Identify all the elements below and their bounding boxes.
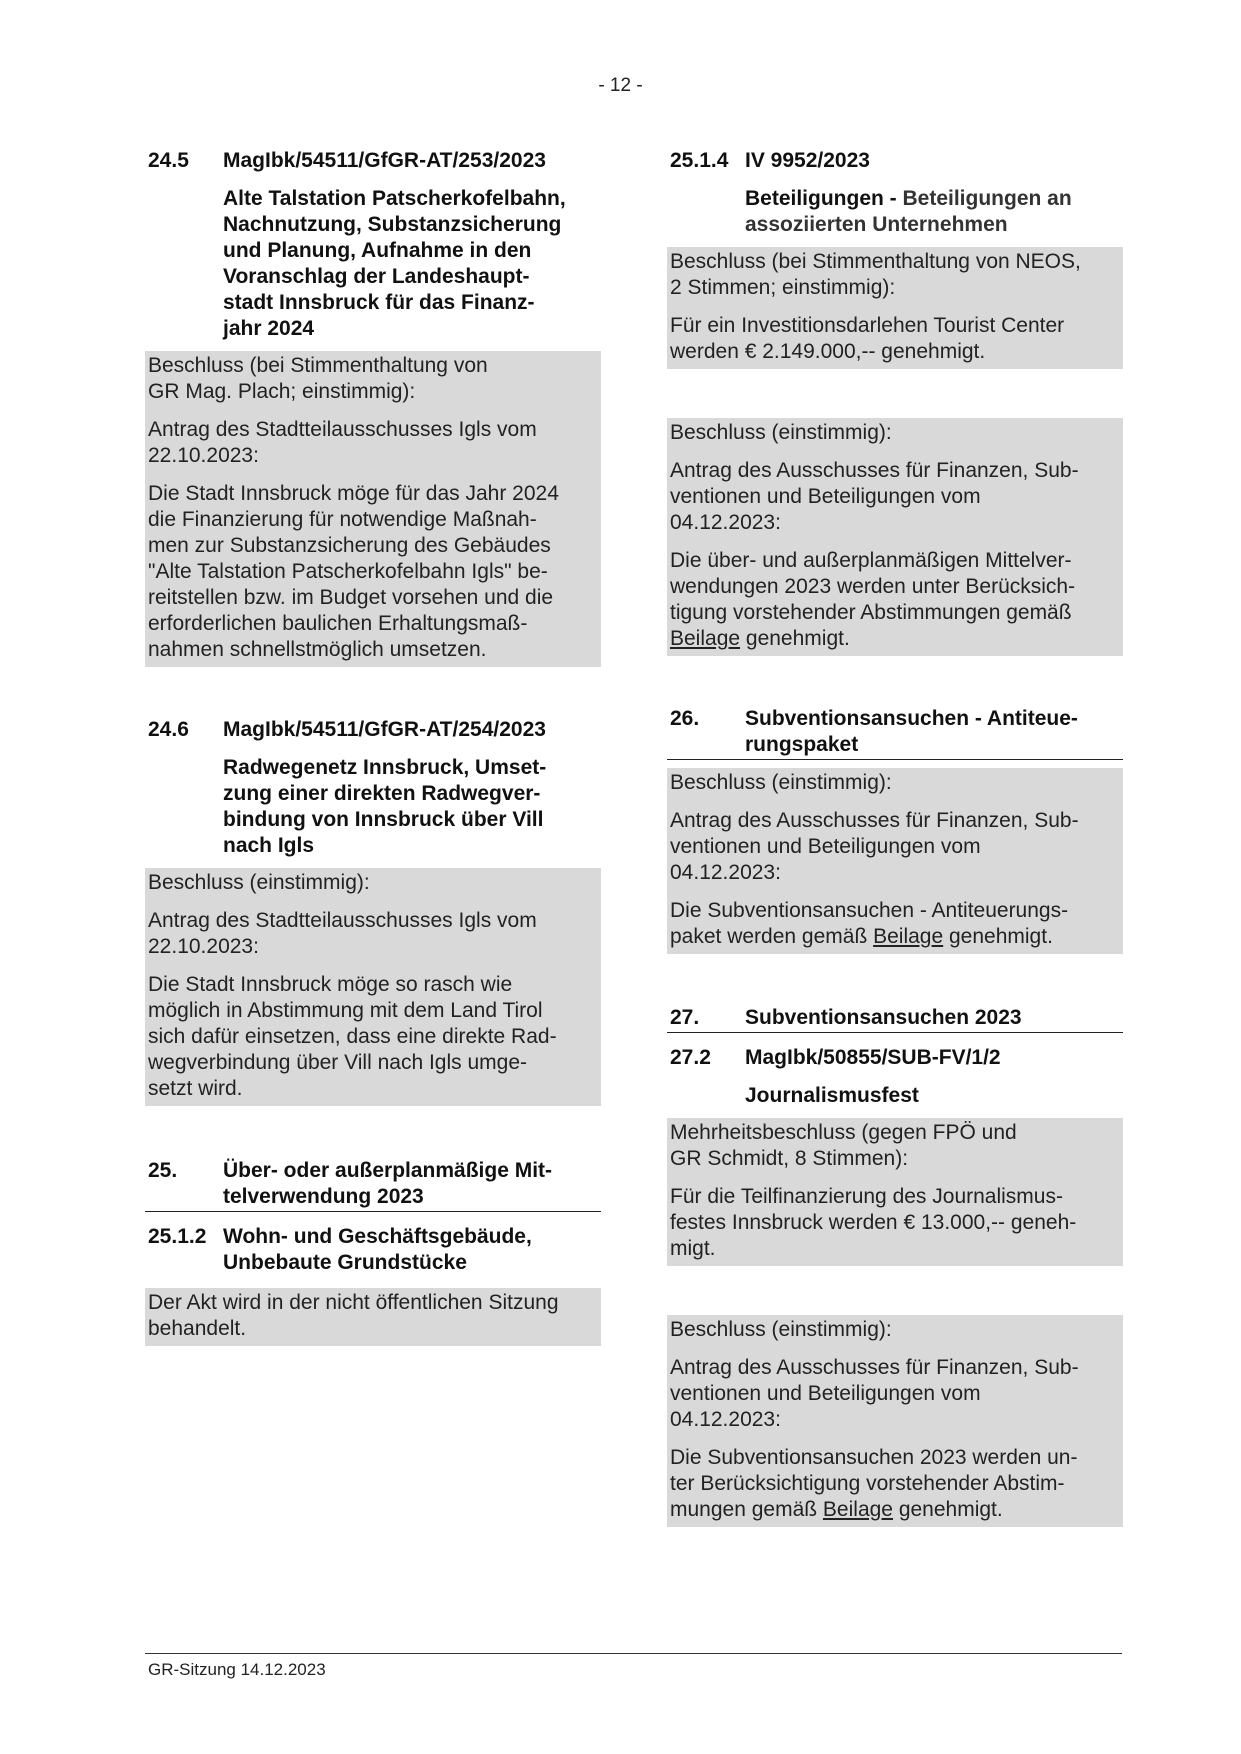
decision-text: Beschluss (einstimmig):: [148, 871, 370, 894]
beilage-link[interactable]: Beilage: [670, 627, 741, 650]
decision-text: Beschluss (einstimmig):: [670, 771, 892, 794]
resolution-text: Für ein Investitionsdarlehen Tourist Center werden € 2.149.000,-- genehmigt.: [670, 314, 1065, 363]
left-column: [145, 148, 601, 1346]
section-24-6: [145, 717, 601, 1106]
section-heading: 25. Über- oder außerplanmäßige Mit- telverwendung 2023: [145, 1158, 601, 1212]
resolution-text: Die Stadt Innsbruck möge so rasch wie möglich in Abstimmung mit dem Land Tirol sich dafür einsetzen, dass eine direkte Rad- wegverbindung über Vill nach Igls umge- setzt wird.: [148, 973, 557, 1100]
section-title: Beteiligungen - Beteiligungen an assoziierten Unternehmen: [745, 187, 1072, 236]
section-heading: 25.1.2 Wohn- und Geschäftsgebäude, Unbebaute Grundstücke: [148, 1225, 532, 1274]
section-24-5: [145, 148, 601, 667]
resolution-text: Die über- und außerplanmäßigen Mittelver- wendungen 2023 werden unter Berücksich- tigung vorstehender Abstimmungen gemäß Beilage genehmigt.: [670, 549, 1076, 650]
motion-text: Antrag des Stadtteilausschusses Igls vom 22.10.2023:: [148, 418, 537, 467]
footer-divider: [145, 1653, 1122, 1654]
motion-text: Antrag des Ausschusses für Finanzen, Sub- ventionen und Beteiligungen vom 04.12.2023:: [670, 1356, 1079, 1431]
resolution-text: Die Stadt Innsbruck möge für das Jahr 2024 die Finanzierung für notwendige Maßnah- men zur Substanzsicherung des Gebäudes "Alte Talstation Patscherkofelbahn Igls" be- reitstellen bzw. im Budget vorsehen und die erforderlichen baulichen Erhaltungsmaß- nahmen schnellstmöglich umsetzen.: [148, 482, 559, 661]
decision-box: [667, 768, 1123, 954]
decision-text: Beschluss (bei Stimmenthaltung von NEOS, 2 Stimmen; einstimmig):: [670, 250, 1081, 299]
section-25: [145, 1158, 601, 1212]
section-27: [667, 1005, 1123, 1033]
section-heading: 25.1.4 IV 9952/2023: [670, 149, 870, 172]
motion-text: Antrag des Stadtteilausschusses Igls vom 22.10.2023:: [148, 909, 537, 958]
decision-text: Beschluss (einstimmig):: [670, 421, 892, 444]
decision-text: Beschluss (bei Stimmenthaltung von GR Mag. Plach; einstimmig):: [148, 354, 488, 403]
section-title: Alte Talstation Patscherkofelbahn, Nachnutzung, Substanzsicherung und Planung, Aufnahme in den Voranschlag der Landeshaupt- stadt Innsbruck für das Finanz- jahr 2024: [223, 187, 566, 340]
decision-box: [667, 1118, 1123, 1266]
section-heading: 26. Subventionsansuchen - Antiteue- rungspaket: [667, 706, 1123, 760]
resolution-text: Die Subventionsansuchen 2023 werden un- ter Berücksichtigung vorstehender Abstim- mungen gemäß Beilage genehmigt.: [670, 1446, 1078, 1521]
motion-text: Antrag des Ausschusses für Finanzen, Sub- ventionen und Beteiligungen vom 04.12.2023:: [670, 459, 1079, 534]
page-number: - 12 -: [598, 75, 643, 96]
section-title: Radwegenetz Innsbruck, Umset- zung einer direkten Radwegver- bindung von Innsbruck über Vill nach Igls: [223, 756, 547, 857]
footer-text: GR-Sitzung 14.12.2023: [148, 1660, 326, 1679]
decision-box: [145, 868, 601, 1106]
section-25-1-2: [145, 1224, 601, 1346]
decision-box: [145, 1288, 601, 1346]
motion-text: Antrag des Ausschusses für Finanzen, Sub- ventionen und Beteiligungen vom 04.12.2023:: [670, 809, 1079, 884]
resolution-text: Der Akt wird in der nicht öffentlichen Sitzung behandelt.: [148, 1291, 559, 1340]
resolution-text: Für die Teilfinanzierung des Journalismus- festes Innsbruck werden € 13.000,-- geneh- migt.: [670, 1185, 1077, 1260]
section-25-1-4: [667, 148, 1123, 369]
decision-box: [667, 247, 1123, 369]
decision-box-27: [667, 1315, 1123, 1527]
beilage-link[interactable]: Beilage: [822, 1498, 893, 1521]
right-column: [667, 148, 1123, 1527]
section-27-2: [667, 1045, 1123, 1266]
decision-box-25: [667, 418, 1123, 656]
section-heading: 27. Subventionsansuchen 2023: [667, 1005, 1123, 1033]
decision-text: Beschluss (einstimmig):: [670, 1318, 892, 1341]
decision-text: Mehrheitsbeschluss (gegen FPÖ und GR Schmidt, 8 Stimmen):: [670, 1121, 1017, 1170]
beilage-link[interactable]: Beilage: [873, 925, 944, 948]
section-heading: 24.6 MagIbk/54511/GfGR-AT/254/2023: [148, 718, 546, 741]
resolution-text: Die Subventionsansuchen - Antiteuerungs- paket werden gemäß Beilage genehmigt.: [670, 899, 1069, 948]
section-heading: 24.5 MagIbk/54511/GfGR-AT/253/2023: [148, 149, 546, 172]
section-title: Journalismusfest: [745, 1084, 919, 1107]
section-heading: 27.2 MagIbk/50855/SUB-FV/1/2: [670, 1046, 1001, 1069]
section-26: [667, 706, 1123, 954]
decision-box: [145, 351, 601, 667]
